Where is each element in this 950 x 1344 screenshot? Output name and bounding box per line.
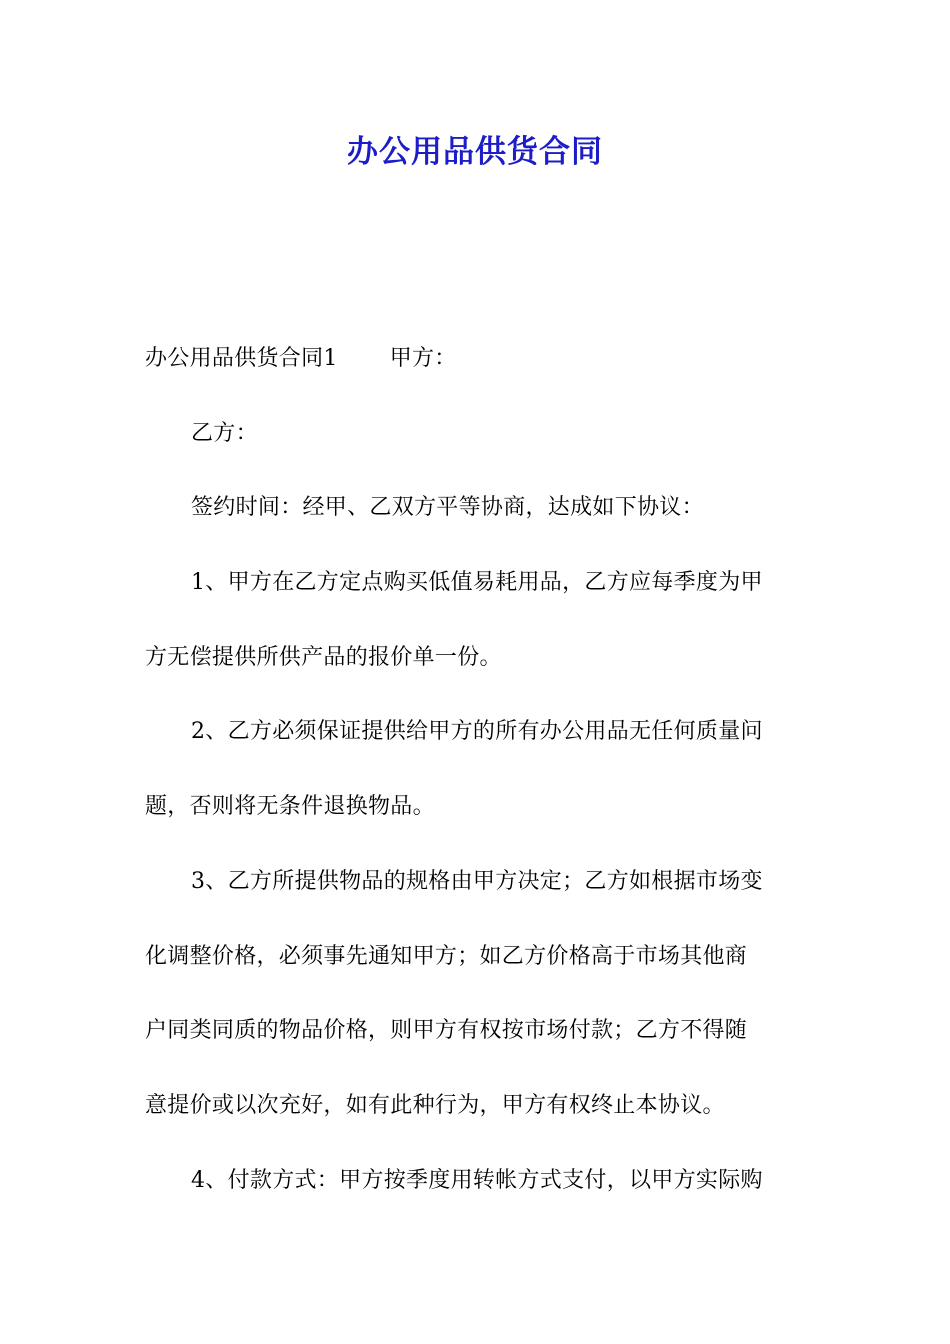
clause-3-line-2: 化调整价格，必须事先通知甲方；如乙方价格高于市场其他商 (145, 943, 748, 969)
clause-2-line-2: 题，否则将无条件退换物品。 (145, 794, 435, 820)
party-b-line: 乙方： (191, 420, 258, 446)
document-title: 办公用品供货合同 (347, 134, 603, 170)
clause-2-line-1: 2、乙方必须保证提供给甲方的所有办公用品无任何质量问 (191, 719, 763, 745)
clause-3-line-1: 3、乙方所提供物品的规格由甲方决定；乙方如根据市场变 (191, 868, 763, 894)
party-a-label: 甲方： (389, 346, 457, 371)
signing-time-line: 签约时间：经甲、乙双方平等协商，达成如下协议： (191, 495, 704, 521)
clause-1-line-2: 方无偿提供所供产品的报价单一份。 (145, 644, 502, 670)
clause-4-line-1: 4、付款方式：甲方按季度用转帐方式支付，以甲方实际购 (191, 1167, 763, 1193)
clause-3-line-4: 意提价或以次充好，如有此种行为，甲方有权终止本协议。 (145, 1092, 725, 1118)
document-body (145, 337, 810, 1233)
clause-1-line-1: 1、甲方在乙方定点购买低值易耗用品，乙方应每季度为甲 (191, 570, 763, 596)
contract-heading-line (145, 337, 810, 412)
contract-heading: 办公用品供货合同1 (145, 346, 338, 371)
clause-3-line-3: 户同类同质的物品价格，则甲方有权按市场付款；乙方不得随 (145, 1018, 748, 1044)
